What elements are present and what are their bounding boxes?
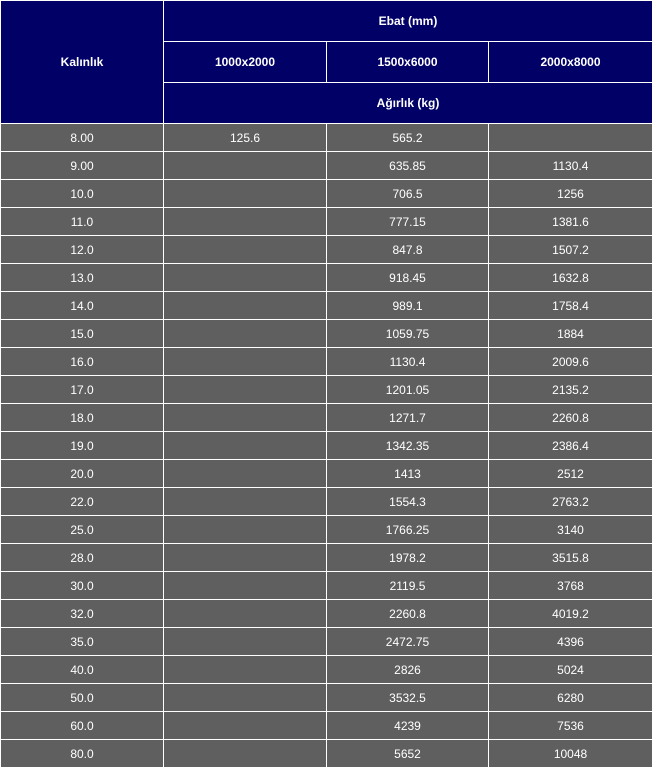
weight-cell-2000x8000: 1758.4: [489, 292, 652, 320]
weight-cell-1000x2000: [164, 712, 327, 740]
weight-cell-2000x8000: 2009.6: [489, 348, 652, 376]
thickness-cell: 25.0: [1, 516, 164, 544]
weight-cell-1000x2000: [164, 684, 327, 712]
weight-cell-1000x2000: [164, 488, 327, 516]
table-row: [1, 320, 652, 348]
weight-cell-1500x6000: 2119.5: [327, 572, 489, 600]
weight-cell-1000x2000: [164, 376, 327, 404]
table-row: [1, 404, 652, 432]
weight-cell-1000x2000: [164, 516, 327, 544]
table-row: [1, 348, 652, 376]
weight-cell-2000x8000: 4396: [489, 628, 652, 656]
weight-cell-2000x8000: 1381.6: [489, 208, 652, 236]
weight-cell-2000x8000: 3768: [489, 572, 652, 600]
thickness-cell: 32.0: [1, 600, 164, 628]
weight-cell-1000x2000: [164, 628, 327, 656]
weight-cell-2000x8000: 1632.8: [489, 264, 652, 292]
table-row: [1, 712, 652, 740]
weight-cell-1000x2000: [164, 572, 327, 600]
weight-cell-1500x6000: 1766.25: [327, 516, 489, 544]
weight-cell-2000x8000: [489, 124, 652, 152]
table-row: [1, 684, 652, 712]
weight-cell-1500x6000: 635.85: [327, 152, 489, 180]
thickness-cell: 14.0: [1, 292, 164, 320]
weight-cell-2000x8000: 2386.4: [489, 432, 652, 460]
size-header-1000x2000: 1000x2000: [164, 42, 327, 83]
weight-cell-2000x8000: 2135.2: [489, 376, 652, 404]
table-row: [1, 516, 652, 544]
table-row: [1, 124, 652, 152]
thickness-cell: 12.0: [1, 236, 164, 264]
weight-cell-1500x6000: 565.2: [327, 124, 489, 152]
weight-cell-1000x2000: [164, 600, 327, 628]
weight-cell-2000x8000: 3140: [489, 516, 652, 544]
table-row: [1, 376, 652, 404]
weight-cell-1500x6000: 2260.8: [327, 600, 489, 628]
thickness-cell: 40.0: [1, 656, 164, 684]
weight-cell-1500x6000: 5652: [327, 740, 489, 768]
table-row: [1, 740, 652, 768]
weight-cell-1500x6000: 3532.5: [327, 684, 489, 712]
table-row: [1, 208, 652, 236]
weight-cell-1000x2000: [164, 544, 327, 572]
weight-cell-1000x2000: [164, 152, 327, 180]
thickness-cell: 22.0: [1, 488, 164, 516]
weight-cell-2000x8000: 10048: [489, 740, 652, 768]
thickness-cell: 30.0: [1, 572, 164, 600]
weight-cell-1000x2000: [164, 236, 327, 264]
weight-cell-1500x6000: 2472.75: [327, 628, 489, 656]
weight-cell-1500x6000: 1413: [327, 460, 489, 488]
dimension-group-header: Ebat (mm): [164, 1, 652, 42]
thickness-cell: 16.0: [1, 348, 164, 376]
weight-cell-1000x2000: [164, 404, 327, 432]
weight-cell-1500x6000: 2826: [327, 656, 489, 684]
weight-cell-1500x6000: 1201.05: [327, 376, 489, 404]
thickness-cell: 13.0: [1, 264, 164, 292]
weight-cell-1000x2000: [164, 292, 327, 320]
weight-cell-1000x2000: [164, 432, 327, 460]
table-row: [1, 292, 652, 320]
thickness-cell: 80.0: [1, 740, 164, 768]
weight-cell-1500x6000: 1342.35: [327, 432, 489, 460]
table-row: [1, 180, 652, 208]
weight-cell-2000x8000: 6280: [489, 684, 652, 712]
thickness-cell: 10.0: [1, 180, 164, 208]
size-header-1500x6000: 1500x6000: [327, 42, 489, 83]
weight-cell-2000x8000: 1507.2: [489, 236, 652, 264]
weight-cell-1000x2000: [164, 208, 327, 236]
weight-cell-1500x6000: 989.1: [327, 292, 489, 320]
thickness-cell: 60.0: [1, 712, 164, 740]
weight-cell-2000x8000: 1130.4: [489, 152, 652, 180]
thickness-cell: 9.00: [1, 152, 164, 180]
thickness-header: Kalınlık: [1, 1, 164, 124]
weight-cell-1000x2000: [164, 656, 327, 684]
weight-cell-2000x8000: 7536: [489, 712, 652, 740]
weight-cell-1000x2000: [164, 460, 327, 488]
table-row: [1, 544, 652, 572]
weight-cell-2000x8000: 5024: [489, 656, 652, 684]
weight-cell-1000x2000: [164, 740, 327, 768]
table-row: [1, 152, 652, 180]
table-row: [1, 264, 652, 292]
thickness-cell: 35.0: [1, 628, 164, 656]
table-header: [1, 1, 652, 124]
table-row: [1, 236, 652, 264]
weight-cell-2000x8000: 2260.8: [489, 404, 652, 432]
weight-cell-2000x8000: 2512: [489, 460, 652, 488]
table-row: [1, 432, 652, 460]
weight-header: Ağırlık (kg): [164, 83, 652, 124]
table-body: [1, 124, 652, 768]
thickness-cell: 17.0: [1, 376, 164, 404]
thickness-cell: 50.0: [1, 684, 164, 712]
weight-cell-2000x8000: 4019.2: [489, 600, 652, 628]
weight-cell-1500x6000: 1554.3: [327, 488, 489, 516]
table-row: [1, 600, 652, 628]
thickness-cell: 20.0: [1, 460, 164, 488]
table-row: [1, 628, 652, 656]
weight-cell-1500x6000: 1978.2: [327, 544, 489, 572]
weight-cell-2000x8000: 1256: [489, 180, 652, 208]
weight-cell-1000x2000: [164, 320, 327, 348]
weight-cell-2000x8000: 3515.8: [489, 544, 652, 572]
weight-cell-1500x6000: 706.5: [327, 180, 489, 208]
thickness-cell: 28.0: [1, 544, 164, 572]
table-row: [1, 460, 652, 488]
weight-cell-1500x6000: 847.8: [327, 236, 489, 264]
weight-cell-1500x6000: 1271.7: [327, 404, 489, 432]
size-header-2000x8000: 2000x8000: [489, 42, 652, 83]
thickness-cell: 18.0: [1, 404, 164, 432]
table-row: [1, 488, 652, 516]
table-row: [1, 572, 652, 600]
weight-cell-1500x6000: 1130.4: [327, 348, 489, 376]
thickness-cell: 11.0: [1, 208, 164, 236]
weight-cell-1000x2000: 125.6: [164, 124, 327, 152]
weight-cell-1000x2000: [164, 264, 327, 292]
weight-cell-1000x2000: [164, 180, 327, 208]
thickness-cell: 19.0: [1, 432, 164, 460]
weight-cell-1500x6000: 4239: [327, 712, 489, 740]
weight-cell-1000x2000: [164, 348, 327, 376]
weight-cell-2000x8000: 2763.2: [489, 488, 652, 516]
thickness-cell: 15.0: [1, 320, 164, 348]
thickness-cell: 8.00: [1, 124, 164, 152]
weight-cell-1500x6000: 1059.75: [327, 320, 489, 348]
table-row: [1, 656, 652, 684]
weight-cell-2000x8000: 1884: [489, 320, 652, 348]
weight-cell-1500x6000: 918.45: [327, 264, 489, 292]
weight-cell-1500x6000: 777.15: [327, 208, 489, 236]
